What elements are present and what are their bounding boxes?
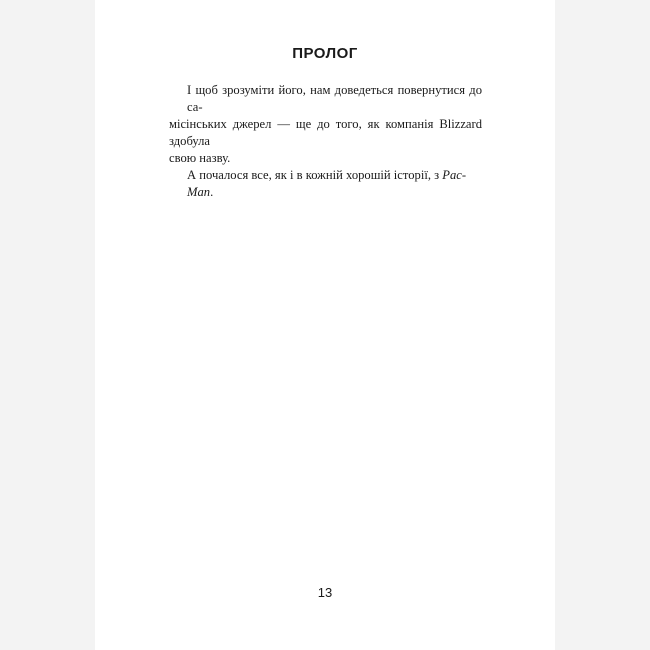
- pac-man-title: Pac-Man: [187, 168, 467, 199]
- paragraph-1-line-2: місінських джерел — ще до того, як компанія Blizzard здобула: [169, 117, 482, 148]
- chapter-heading: ПРОЛОГ: [292, 45, 358, 62]
- paragraph-1-line-1: І щоб зрозуміти його, нам доведеться повернутися до са-: [187, 83, 482, 114]
- paragraph-1-line-3: свою назву.: [169, 151, 231, 165]
- book-page: [95, 0, 555, 650]
- body-text: [169, 82, 482, 201]
- paragraph-1: [169, 82, 482, 167]
- page-number: 13: [317, 585, 333, 600]
- paragraph-2-text: А почалося все, як і в кожній хорошій історії, з: [187, 168, 443, 182]
- paragraph-2-period: .: [210, 185, 214, 199]
- paragraph-2: [169, 167, 482, 201]
